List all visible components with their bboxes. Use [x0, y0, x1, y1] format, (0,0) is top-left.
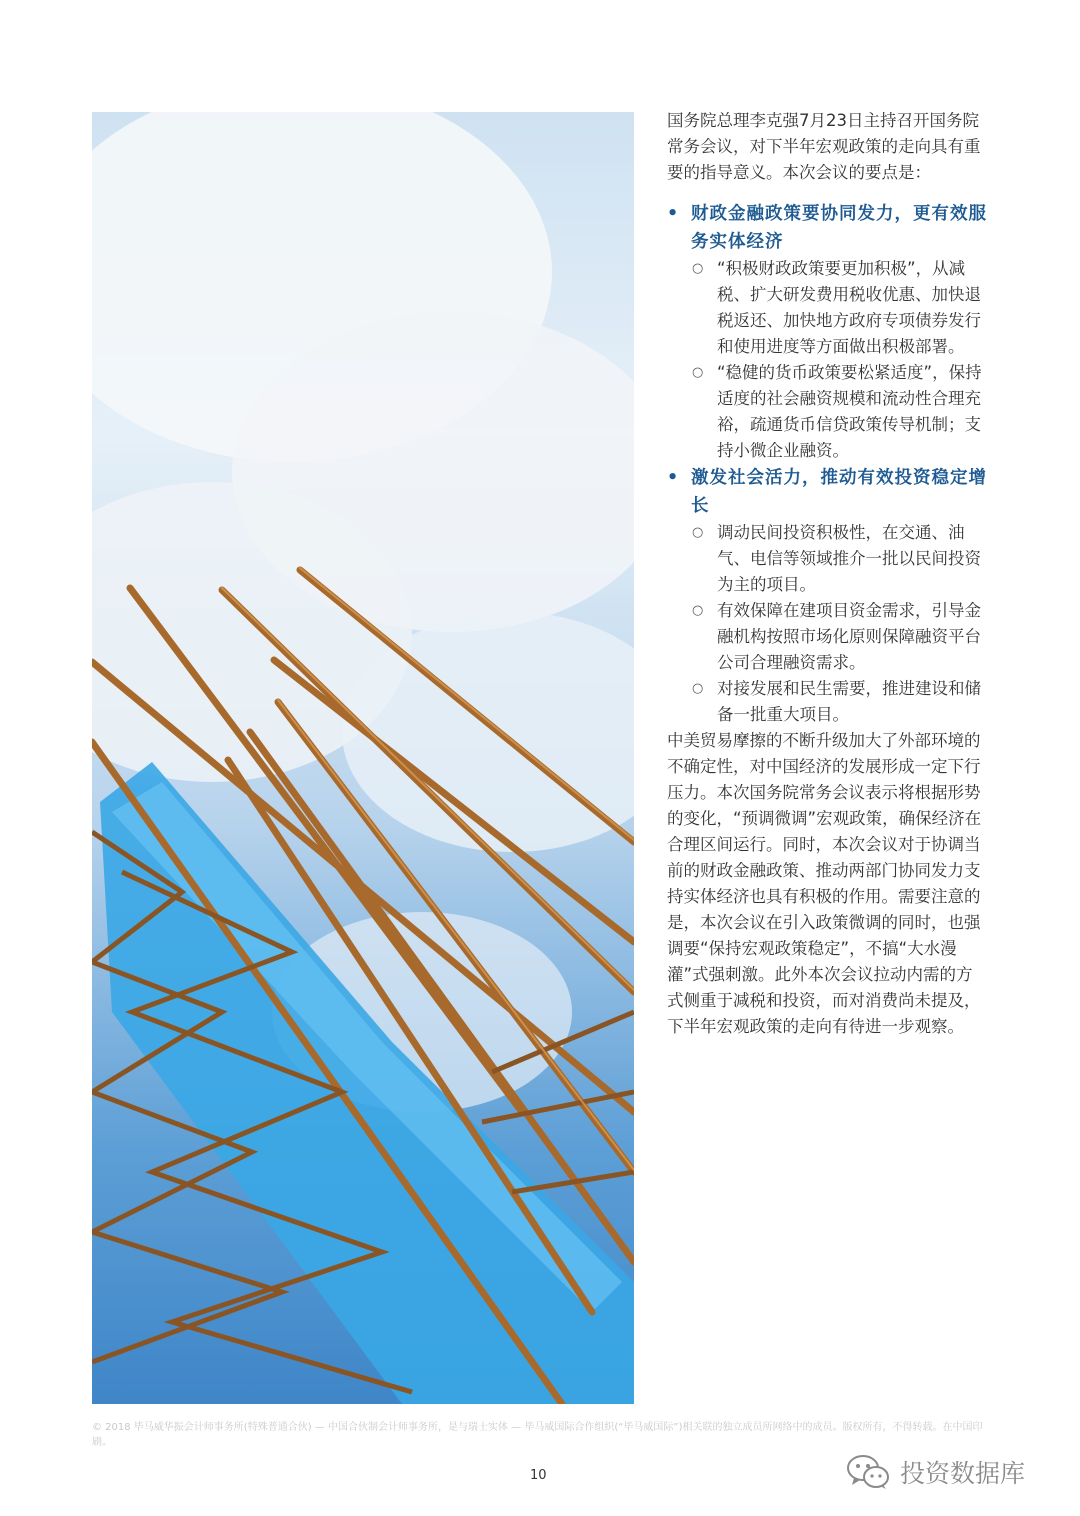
list-item-text: 对接发展和民生需要，推进建设和储备一批重大项目。 [717, 679, 981, 724]
section-fiscal-financial [667, 200, 989, 464]
watermark [846, 1452, 1025, 1492]
bullet-dot-icon: • [667, 204, 680, 224]
list-item [667, 676, 989, 728]
circle-bullet-icon: ○ [692, 261, 704, 276]
list-item-text: “积极财政政策要更加积极”，从减税、扩大研发费用税收优惠、加快退税返还、加快地方政府专项债券发行和使用进度等方面做出积极部署。 [717, 259, 981, 356]
circle-bullet-icon: ○ [692, 681, 704, 696]
section-heading-text: 激发社会活力，推动有效投资稳定增长 [691, 468, 987, 516]
list-item-text: 调动民间投资积极性，在交通、油气、电信等领域推介一批以民间投资为主的项目。 [717, 523, 981, 594]
copyright-footnote: © 2018 毕马威华振会计师事务所(特殊普通合伙) — 中国合伙制会计师事务所，是与瑞士实体 — 毕马威国际合作组织(“毕马威国际”)相关联的独立成员所网络中的成员。版权所有，不得转载。在中国印刷。 [92, 1422, 983, 1448]
bullet-dot-icon: • [667, 468, 680, 488]
closing-paragraph: 中美贸易摩擦的不断升级加大了外部环境的不确定性，对中国经济的发展形成一定下行压力。本次国务院常务会议表示将根据形势的变化，“预调微调”宏观政策，确保经济在合理区间运行。同时，本次会议对于协调当前的财政金融政策、推动两部门协同发力支持实体经济也具有积极的作用。需要注意的是，本次会议在引入政策微调的同时，也强调要“保持宏观政策稳定”，不搞“大水漫灌”式强刺激。此外本次会议拉动内需的方式侧重于减税和投资，而对消费尚未提及，下半年宏观政策的走向有待进一步观察。 [667, 731, 982, 1036]
list-item-text: 有效保障在建项目资金需求，引导金融机构按照市场化原则保障融资平台公司合理融资需求。 [717, 601, 981, 672]
section-heading [667, 200, 989, 256]
list-item [667, 520, 989, 598]
article-text-column [667, 108, 989, 1040]
circle-bullet-icon: ○ [692, 365, 704, 380]
wechat-icon [846, 1454, 890, 1490]
section-heading [667, 464, 989, 520]
list-item-text: “稳健的货币政策要松紧适度”，保持适度的社会融资规模和流动性合理充裕，疏通货币信贷政策传导机制；支持小微企业融资。 [717, 363, 982, 460]
circle-bullet-icon: ○ [692, 525, 704, 540]
page-number: 10 [530, 1468, 547, 1483]
list-item [667, 256, 989, 360]
section-social-investment [667, 464, 989, 728]
circle-bullet-icon: ○ [692, 603, 704, 618]
construction-rebar-photo [92, 112, 634, 1404]
list-item [667, 360, 989, 464]
watermark-text: 投资数据库 [900, 1459, 1026, 1488]
intro-paragraph: 国务院总理李克强7月23日主持召开国务院常务会议，对下半年宏观政策的走向具有重要的指导意义。本次会议的要点是： [667, 111, 981, 182]
list-item [667, 598, 989, 676]
section-heading-text: 财政金融政策要协同发力，更有效服务实体经济 [691, 204, 987, 252]
